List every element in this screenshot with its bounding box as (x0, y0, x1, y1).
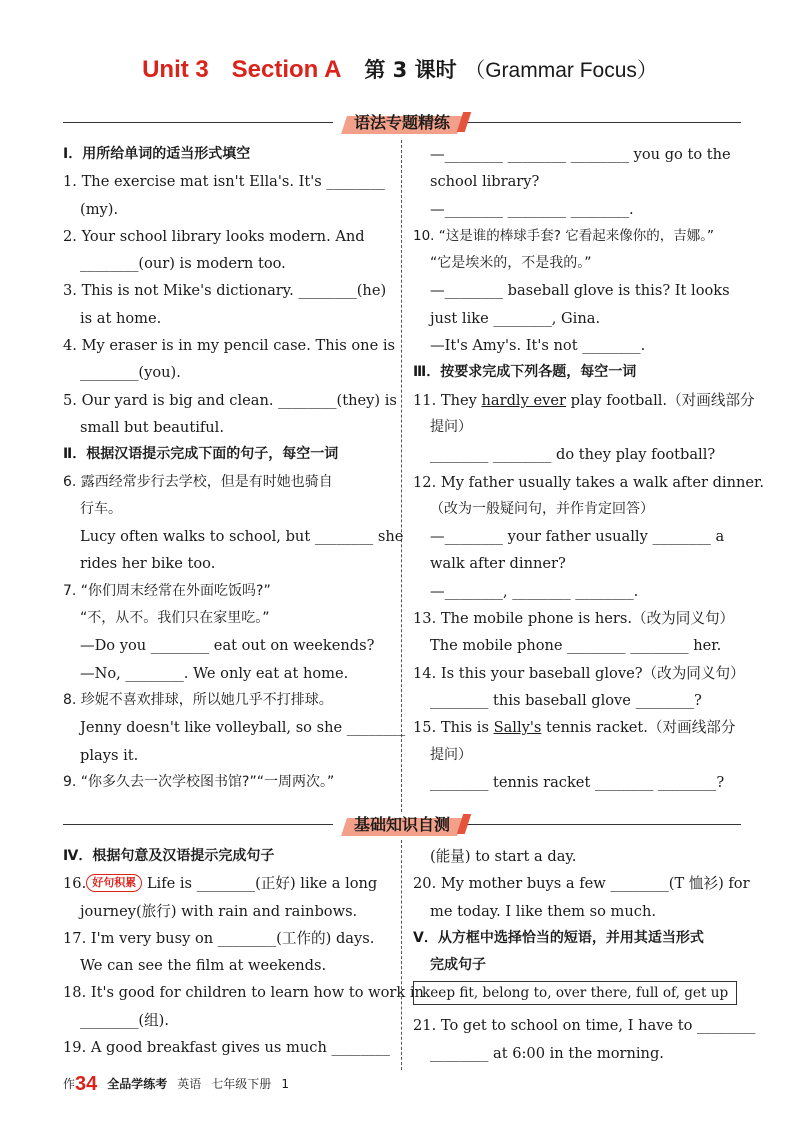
question-text: 11. They (413, 391, 477, 409)
question-line: ________(组). (80, 1011, 169, 1029)
question-line: 3. This is not Mike's dictionary. ________(he) (63, 282, 387, 300)
question-line: 2. Your school library looks modern. And (63, 227, 365, 245)
underlined-phrase: Sally's (493, 719, 542, 737)
question-line: Lucy often walks to school, but ________ she (80, 528, 404, 546)
question-line: 提问） (430, 746, 472, 763)
question-line: ________ tennis racket ________ ________? (430, 773, 725, 791)
question-text: Life is ________(正好) like a long (146, 875, 378, 893)
question-line: 行车。 (80, 500, 122, 517)
question-line: 12. My father usually takes a walk after dinner. (413, 473, 765, 491)
question-line: 1. The exercise mat isn't Ella's. It's ________ (63, 173, 385, 191)
question-line (413, 387, 755, 414)
left-column-2 (63, 843, 424, 1061)
unit-label: Unit 3 (142, 56, 209, 83)
question-line: We can see the film at weekends. (80, 957, 327, 975)
section-heading: Ⅰ．用所给单词的适当形式填空 (63, 146, 251, 162)
subject-label: 英语 (177, 1077, 202, 1091)
section-heading: Ⅲ．按要求完成下列各题，每空一词 (413, 364, 637, 381)
question-text: play football.（对画线部分 (570, 391, 755, 409)
question-line: 13. The mobile phone is hers.（改为同义句） (413, 610, 735, 628)
question-line: 8. 珍妮不喜欢排球，所以她几乎不打排球。 (63, 691, 333, 708)
question-line: me today. I like them so much. (430, 902, 656, 920)
page-number: 34 (75, 1073, 98, 1095)
question-line: 10. “这是谁的棒球手套? 它看起来像你的，吉娜。” (413, 227, 714, 244)
left-column-1 (63, 141, 406, 796)
question-line: 9. “你多久去一次学校图书馆?”“一周两次。” (63, 773, 335, 790)
question-line: (能量) to start a day. (430, 848, 577, 865)
question-line: 18. It's good for children to learn how to work in (63, 984, 424, 1002)
question-line: —________ ________ ________ you go to the (430, 146, 731, 163)
word-box: keep fit, belong to, over there, full of, get up (413, 981, 737, 1005)
focus-label: （Grammar Focus） (464, 59, 658, 82)
question-line: —________ ________ ________. (430, 200, 634, 218)
question-line: The mobile phone ________ ________ her. (430, 637, 722, 655)
right-column-2 (413, 843, 756, 1067)
question-line: ________ ________ do they play football? (430, 446, 716, 464)
divider-rule (463, 824, 741, 825)
question-text: tennis racket.（对画线部分 (546, 719, 736, 737)
column-divider (401, 840, 402, 1070)
footer-index: 1 (281, 1077, 289, 1091)
question-line: —________ baseball glove is this? It looks (430, 282, 730, 300)
question-line: “它是埃米的，不是我的。” (430, 255, 592, 272)
question-line: 21. To get to school on time, I have to ________ (413, 1017, 756, 1035)
question-line: journey(旅行) with rain and rainbows. (80, 902, 358, 920)
question-line: (my). (80, 200, 119, 218)
section-divider-basics (63, 812, 741, 838)
book-title: 全品学练考 (107, 1077, 168, 1091)
underlined-phrase: hardly ever (481, 391, 566, 409)
question-line (413, 714, 740, 741)
question-line: is at home. (80, 309, 162, 327)
grade-label: 七年级下册 (211, 1077, 272, 1091)
divider-rule (63, 824, 333, 825)
section-heading: Ⅱ．根据汉语提示完成下面的句子，每空一词 (63, 446, 339, 463)
lesson-label: 第 3 课时 (364, 58, 457, 82)
column-divider (401, 140, 402, 812)
question-line: rides her bike too. (80, 555, 216, 573)
question-line: 19. A good breakfast gives us much ________ (63, 1039, 390, 1057)
good-sentence-tag: 好句积累 (86, 874, 142, 892)
question-line: ________(you). (80, 364, 181, 382)
question-line: —Do you ________ eat out on weekends? (80, 637, 375, 655)
question-line: 7. “你们周末经常在外面吃饭吗?” (63, 582, 271, 599)
question-line: small but beautiful. (80, 418, 224, 436)
question-line: walk after dinner? (430, 555, 566, 573)
divider-rule (463, 122, 741, 123)
word-box-row (413, 979, 740, 1012)
question-line: 4. My eraser is in my pencil case. This one is (63, 337, 396, 355)
section-heading: 完成句子 (430, 957, 486, 974)
section-heading: Ⅳ．根据句意及汉语提示完成句子 (63, 848, 275, 864)
question-line: （改为一般疑问句，并作肯定回答） (430, 500, 654, 517)
question-line: —It's Amy's. It's not ________. (430, 337, 646, 355)
question-line: 17. I'm very busy on ________(工作的) days. (63, 929, 375, 947)
question-line: ________ at 6:00 in the morning. (430, 1044, 664, 1062)
section-divider-grammar (63, 110, 741, 136)
divider-label: 基础知识自测 (346, 812, 458, 838)
question-number: 16. (63, 875, 87, 893)
page-title (0, 54, 800, 86)
question-line: Jenny doesn't like volleyball, so she ________ (80, 719, 406, 737)
question-line: just like ________, Gina. (430, 309, 601, 327)
question-line: plays it. (80, 746, 139, 764)
question-line: —________, ________ ________. (430, 582, 639, 600)
divider-rule (63, 122, 333, 123)
question-line: —________ your father usually ________ a (430, 528, 725, 546)
right-column-1 (413, 141, 765, 796)
question-line: school library? (430, 173, 540, 191)
question-text: 15. This is (413, 719, 489, 737)
question-line: 20. My mother buys a few ________(T 恤衫) for (413, 875, 750, 893)
section-label: Section A (231, 56, 342, 83)
question-line: ________ this baseball glove ________? (430, 691, 702, 709)
footer-prefix: 作 (63, 1077, 76, 1091)
question-line: 14. Is this your baseball glove?（改为同义句） (413, 664, 745, 682)
question-line: ________(our) is modern too. (80, 255, 286, 273)
question-line: 提问） (430, 418, 472, 435)
section-heading: Ⅴ．从方框中选择恰当的短语，并用其适当形式 (413, 929, 704, 946)
question-line: —No, ________. We only eat at home. (80, 664, 349, 682)
divider-label: 语法专题精练 (346, 110, 458, 136)
question-line: 6. 露西经常步行去学校，但是有时她也骑自 (63, 473, 333, 490)
question-line (63, 870, 393, 897)
page-footer (63, 1073, 289, 1095)
question-line: “不，从不。我们只在家里吃。” (80, 610, 270, 627)
question-line: 5. Our yard is big and clean. ________(they) is (63, 391, 397, 409)
